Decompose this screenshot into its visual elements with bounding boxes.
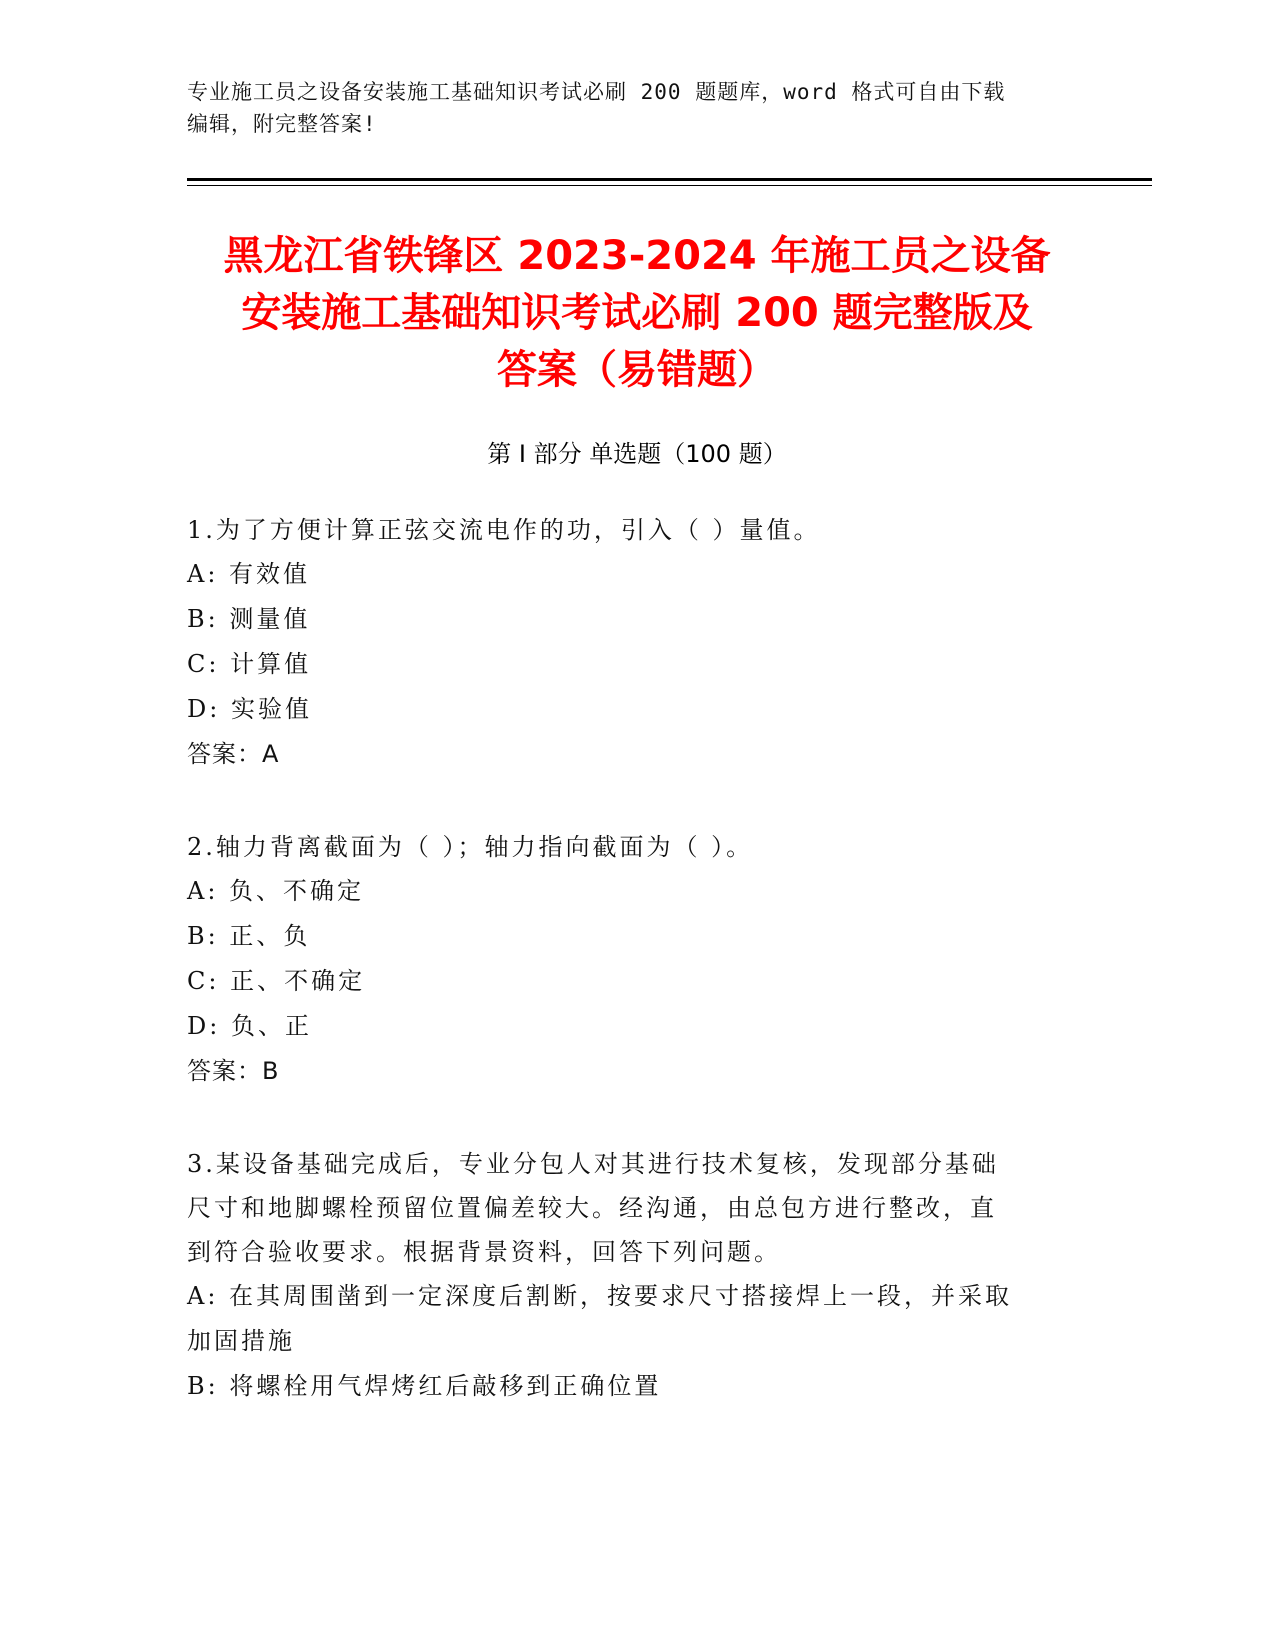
document-title-line-3: 答案（易错题） (497, 347, 777, 393)
option-c: C: 正、不确定 (187, 967, 366, 995)
section-heading: 第 I 部分 单选题（100 题） (487, 440, 787, 468)
answer-label: 答案：B (187, 1057, 280, 1085)
question-2 (187, 825, 1067, 1094)
option-a: A: 有效值 (187, 560, 311, 588)
document-title-line-2: 安装施工基础知识考试必刷 200 题完整版及 (241, 290, 1033, 336)
option-b: B: 正、负 (187, 922, 311, 950)
option-d: D: 负、正 (187, 1012, 312, 1040)
question-stem: 1.为了方便计算正弦交流电作的功，引入（ ）量值。 (187, 516, 821, 544)
option-d: D: 实验值 (187, 695, 312, 723)
option-b: B: 测量值 (187, 605, 311, 633)
question-3 (187, 1142, 1067, 1409)
header-note-line-2: 编辑，附完整答案! (187, 112, 377, 136)
header-divider-thin (187, 185, 1152, 186)
header-divider-thick (187, 178, 1152, 181)
option-a: A: 负、不确定 (187, 877, 365, 905)
document-title (187, 228, 1087, 399)
header-note-line-1: 专业施工员之设备安装施工基础知识考试必刷 200 题题库，word 格式可自由下载 (187, 80, 1006, 104)
question-stem: 2.轴力背离截面为（ ）；轴力指向截面为（ ）。 (187, 833, 754, 861)
header-note (187, 76, 1087, 140)
option-a: A: 在其周围凿到一定深度后割断，按要求尺寸搭接焊上一段，并采取 (187, 1282, 1013, 1310)
option-a-continued: 加固措施 (187, 1327, 295, 1355)
option-b: B: 将螺栓用气焊烤红后敲移到正确位置 (187, 1372, 662, 1400)
question-stem-line-1: 3.某设备基础完成后，专业分包人对其进行技术复核，发现部分基础 (187, 1150, 999, 1178)
question-1 (187, 508, 1067, 777)
question-stem-line-3: 到符合验收要求。根据背景资料，回答下列问题。 (187, 1238, 781, 1266)
answer-label: 答案：A (187, 740, 280, 768)
question-stem-line-2: 尺寸和地脚螺栓预留位置偏差较大。经沟通，由总包方进行整改，直 (187, 1194, 997, 1222)
document-title-line-1: 黑龙江省铁锋区 2023-2024 年施工员之设备 (223, 233, 1051, 279)
option-c: C: 计算值 (187, 650, 312, 678)
